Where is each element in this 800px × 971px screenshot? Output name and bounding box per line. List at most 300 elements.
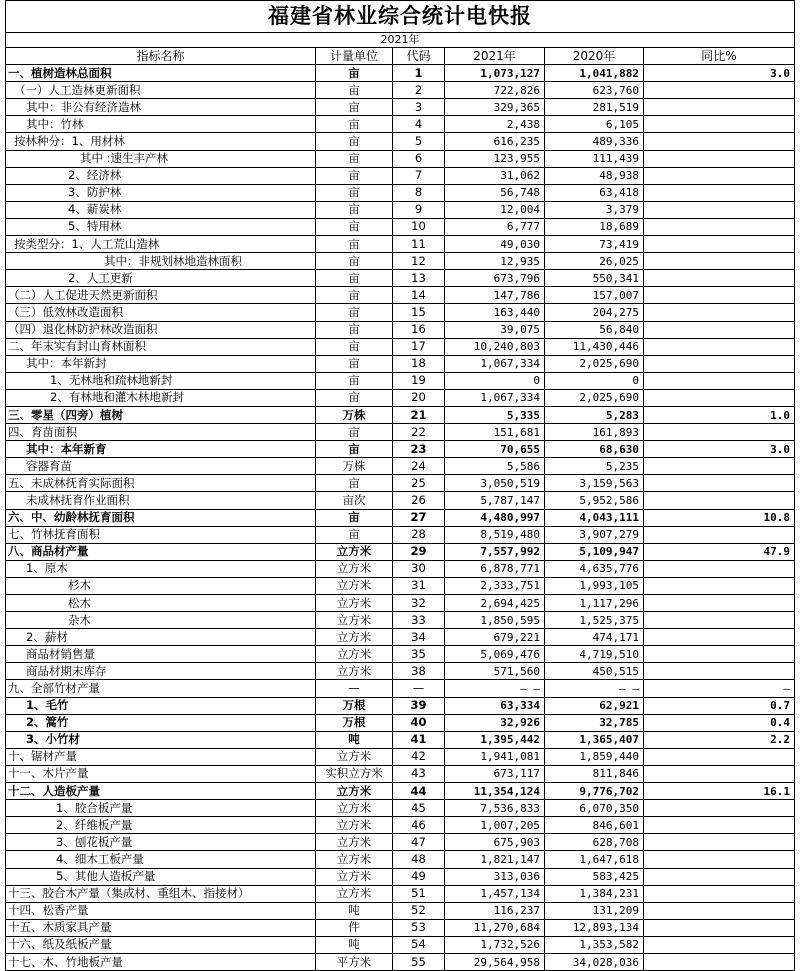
table-row — [6, 492, 795, 509]
table-row — [6, 697, 795, 714]
cell-yoy — [644, 338, 795, 355]
table-row — [6, 851, 795, 868]
cell-yoy: 3.0 — [644, 65, 795, 82]
cell-yoy — [644, 765, 795, 782]
cell-2020: — — — [545, 680, 644, 697]
cell-2020: 111,439 — [545, 150, 644, 167]
cell-unit: 亩 — [316, 201, 393, 218]
table-row — [6, 441, 795, 458]
cell-unit: 立方米 — [316, 629, 393, 646]
cell-unit: 立方米 — [316, 560, 393, 577]
cell-2021: 7,557,992 — [445, 543, 545, 560]
cell-indicator-name: 九、全部竹材产量 — [6, 680, 316, 697]
table-row — [6, 372, 795, 389]
cell-indicator-name: （三）低效林改造面积 — [6, 304, 316, 321]
cell-code: 20 — [393, 389, 445, 406]
cell-indicator-name: 十五、木质家具产量 — [6, 919, 316, 936]
cell-2021: 70,655 — [445, 441, 545, 458]
cell-2020: 4,719,510 — [545, 646, 644, 663]
cell-unit: 件 — [316, 919, 393, 936]
cell-indicator-name: 十、锯材产量 — [6, 748, 316, 765]
cell-yoy: — — [644, 680, 795, 697]
table-row — [6, 577, 795, 594]
cell-indicator-name: 十六、纸及纸板产量 — [6, 936, 316, 953]
cell-yoy — [644, 133, 795, 150]
cell-2020: 32,785 — [545, 714, 644, 731]
cell-2020: 474,171 — [545, 629, 644, 646]
cell-2020: 1,525,375 — [545, 612, 644, 629]
cell-2021: 11,270,684 — [445, 919, 545, 936]
cell-indicator-name: 2、篙竹 — [6, 714, 316, 731]
table-row — [6, 800, 795, 817]
cell-indicator-name: 商品材期末库存 — [6, 663, 316, 680]
cell-2021: 8,519,480 — [445, 526, 545, 543]
cell-code: 52 — [393, 902, 445, 919]
header-unit: 计量单位 — [316, 48, 393, 65]
cell-indicator-name: 八、商品材产量 — [6, 543, 316, 560]
cell-code: 40 — [393, 714, 445, 731]
cell-yoy — [644, 953, 795, 970]
cell-indicator-name: 3、防护林 — [6, 184, 316, 201]
cell-2020: 48,938 — [545, 167, 644, 184]
cell-2021: 1,073,127 — [445, 65, 545, 82]
cell-indicator-name: 三、零星（四旁）植树 — [6, 406, 316, 423]
cell-2020: 846,601 — [545, 817, 644, 834]
cell-indicator-name: 1、原木 — [6, 560, 316, 577]
cell-2021: 163,440 — [445, 304, 545, 321]
cell-code: 48 — [393, 851, 445, 868]
cell-indicator-name: 十三、胶合木产量（集成材、重组木、指接材） — [6, 885, 316, 902]
cell-indicator-name: 1、胶合板产量 — [6, 800, 316, 817]
table-row — [6, 424, 795, 441]
cell-yoy — [644, 304, 795, 321]
table-row — [6, 116, 795, 133]
cell-2020: 5,235 — [545, 458, 644, 475]
cell-code: 27 — [393, 509, 445, 526]
cell-2021: 1,457,134 — [445, 885, 545, 902]
cell-indicator-name: 十一、木片产量 — [6, 765, 316, 782]
cell-unit: 立方米 — [316, 885, 393, 902]
cell-2020: 450,515 — [545, 663, 644, 680]
cell-unit: 亩 — [316, 355, 393, 372]
cell-2021: 6,777 — [445, 218, 545, 235]
cell-indicator-name: 1、无林地和疏林地新封 — [6, 372, 316, 389]
cell-indicator-name: 4、细木工板产量 — [6, 851, 316, 868]
table-row — [6, 953, 795, 970]
cell-indicator-name: 其中 :速生丰产林 — [6, 150, 316, 167]
cell-yoy — [644, 184, 795, 201]
cell-code: 13 — [393, 270, 445, 287]
cell-2020: 3,907,279 — [545, 526, 644, 543]
cell-2021: 39,075 — [445, 321, 545, 338]
cell-2021: 0 — [445, 372, 545, 389]
cell-yoy — [644, 629, 795, 646]
table-row — [6, 885, 795, 902]
cell-2021: 3,050,519 — [445, 475, 545, 492]
cell-2021: 313,036 — [445, 868, 545, 885]
cell-yoy — [644, 389, 795, 406]
cell-unit: 立方米 — [316, 834, 393, 851]
cell-yoy — [644, 492, 795, 509]
cell-2021: 12,935 — [445, 253, 545, 270]
cell-indicator-name: 1、毛竹 — [6, 697, 316, 714]
cell-2020: 18,689 — [545, 218, 644, 235]
cell-2020: 6,070,350 — [545, 800, 644, 817]
cell-2020: 1,117,296 — [545, 595, 644, 612]
cell-indicator-name: 二、年末实有封山育林面积 — [6, 338, 316, 355]
cell-code: 8 — [393, 184, 445, 201]
cell-2020: 1,993,105 — [545, 577, 644, 594]
cell-yoy: 1.0 — [644, 406, 795, 423]
cell-indicator-name: 按类型分：1、人工荒山造林 — [6, 236, 316, 253]
cell-code: 6 — [393, 150, 445, 167]
table-row — [6, 338, 795, 355]
cell-2021: 571,560 — [445, 663, 545, 680]
cell-code: 31 — [393, 577, 445, 594]
cell-2021: 5,787,147 — [445, 492, 545, 509]
table-row — [6, 817, 795, 834]
cell-unit: 立方米 — [316, 646, 393, 663]
cell-yoy — [644, 885, 795, 902]
cell-unit: 立方米 — [316, 543, 393, 560]
header-2020: 2020年 — [545, 48, 644, 65]
table-row — [6, 783, 795, 800]
table-row — [6, 868, 795, 885]
cell-2020: 6,105 — [545, 116, 644, 133]
cell-yoy — [644, 424, 795, 441]
cell-2021: 10,240,803 — [445, 338, 545, 355]
cell-2020: 5,283 — [545, 406, 644, 423]
cell-indicator-name: 其中：竹林 — [6, 116, 316, 133]
cell-2021: 6,878,771 — [445, 560, 545, 577]
cell-indicator-name: 四、育苗面积 — [6, 424, 316, 441]
cell-2021: 2,694,425 — [445, 595, 545, 612]
cell-2021: 49,030 — [445, 236, 545, 253]
cell-unit: 吨 — [316, 731, 393, 748]
cell-code: 43 — [393, 765, 445, 782]
cell-indicator-name: 2、薪材 — [6, 629, 316, 646]
table-row — [6, 150, 795, 167]
cell-2020: 12,893,134 — [545, 919, 644, 936]
table-row — [6, 663, 795, 680]
cell-yoy: 2.2 — [644, 731, 795, 748]
cell-indicator-name: 其中：本年新育 — [6, 441, 316, 458]
cell-2020: 2,025,690 — [545, 355, 644, 372]
cell-yoy — [644, 253, 795, 270]
table-row — [6, 99, 795, 116]
cell-unit: 平方米 — [316, 953, 393, 970]
cell-2021: 5,586 — [445, 458, 545, 475]
cell-indicator-name: 5、特用林 — [6, 218, 316, 235]
cell-2021: 147,786 — [445, 287, 545, 304]
cell-yoy — [644, 851, 795, 868]
cell-indicator-name: 其中：非规划林地造林面积 — [6, 253, 316, 270]
cell-2021: 56,748 — [445, 184, 545, 201]
cell-unit: 立方米 — [316, 851, 393, 868]
cell-2021: 1,067,334 — [445, 389, 545, 406]
stats-table — [5, 47, 795, 971]
cell-code: 29 — [393, 543, 445, 560]
cell-unit: 立方米 — [316, 817, 393, 834]
table-row — [6, 184, 795, 201]
cell-yoy — [644, 287, 795, 304]
cell-2021: 32,926 — [445, 714, 545, 731]
cell-indicator-name: 5、其他人造板产量 — [6, 868, 316, 885]
table-row — [6, 560, 795, 577]
cell-code: 22 — [393, 424, 445, 441]
cell-unit: 亩 — [316, 236, 393, 253]
cell-yoy — [644, 800, 795, 817]
cell-yoy — [644, 458, 795, 475]
cell-2021: 1,395,442 — [445, 731, 545, 748]
cell-indicator-name: 2、经济林 — [6, 167, 316, 184]
cell-2021: 116,237 — [445, 902, 545, 919]
cell-indicator-name: 其中：本年新封 — [6, 355, 316, 372]
table-row — [6, 253, 795, 270]
cell-code: 25 — [393, 475, 445, 492]
cell-2021: 329,365 — [445, 99, 545, 116]
cell-code: 44 — [393, 783, 445, 800]
cell-2020: 11,430,446 — [545, 338, 644, 355]
cell-indicator-name: 容器育苗 — [6, 458, 316, 475]
table-row — [6, 304, 795, 321]
cell-2020: 583,425 — [545, 868, 644, 885]
cell-yoy — [644, 868, 795, 885]
cell-2021: 2,438 — [445, 116, 545, 133]
cell-yoy: 0.7 — [644, 697, 795, 714]
cell-2021: 673,796 — [445, 270, 545, 287]
cell-code: 39 — [393, 697, 445, 714]
table-row — [6, 475, 795, 492]
cell-2020: 489,336 — [545, 133, 644, 150]
cell-code: 42 — [393, 748, 445, 765]
cell-2020: 5,109,947 — [545, 543, 644, 560]
cell-unit: 立方米 — [316, 748, 393, 765]
cell-indicator-name: 杉木 — [6, 577, 316, 594]
table-row — [6, 748, 795, 765]
cell-unit: 立方米 — [316, 577, 393, 594]
cell-2020: 9,776,702 — [545, 783, 644, 800]
cell-code: 1 — [393, 65, 445, 82]
cell-yoy — [644, 475, 795, 492]
cell-unit: 立方米 — [316, 612, 393, 629]
cell-2020: 628,708 — [545, 834, 644, 851]
cell-yoy — [644, 919, 795, 936]
cell-unit: 亩 — [316, 338, 393, 355]
cell-yoy — [644, 321, 795, 338]
cell-code: 24 — [393, 458, 445, 475]
cell-code: 21 — [393, 406, 445, 423]
cell-2020: 73,419 — [545, 236, 644, 253]
table-row — [6, 218, 795, 235]
cell-code: 10 — [393, 218, 445, 235]
cell-2021: 679,221 — [445, 629, 545, 646]
cell-2020: 1,859,440 — [545, 748, 644, 765]
cell-code: 17 — [393, 338, 445, 355]
cell-2020: 26,025 — [545, 253, 644, 270]
cell-unit: 亩 — [316, 150, 393, 167]
cell-code: 49 — [393, 868, 445, 885]
cell-code: 19 — [393, 372, 445, 389]
table-row — [6, 201, 795, 218]
cell-yoy — [644, 817, 795, 834]
table-row — [6, 902, 795, 919]
table-row — [6, 458, 795, 475]
cell-unit: 亩 — [316, 133, 393, 150]
cell-unit: 亩 — [316, 304, 393, 321]
cell-2020: 4,043,111 — [545, 509, 644, 526]
cell-code: 18 — [393, 355, 445, 372]
cell-unit: 亩 — [316, 167, 393, 184]
cell-unit: 立方米 — [316, 868, 393, 885]
cell-indicator-name: 十二、人造板产量 — [6, 783, 316, 800]
table-row — [6, 509, 795, 526]
cell-2020: 1,353,582 — [545, 936, 644, 953]
cell-indicator-name: 4、薪炭林 — [6, 201, 316, 218]
cell-2020: 3,159,563 — [545, 475, 644, 492]
cell-code: 7 — [393, 167, 445, 184]
cell-2020: 2,025,690 — [545, 389, 644, 406]
cell-unit: 立方米 — [316, 783, 393, 800]
cell-2020: 811,846 — [545, 765, 644, 782]
cell-yoy — [644, 612, 795, 629]
cell-yoy: 16.1 — [644, 783, 795, 800]
cell-unit: 亩 — [316, 389, 393, 406]
cell-code: 51 — [393, 885, 445, 902]
cell-indicator-name: 2、纤维板产量 — [6, 817, 316, 834]
cell-code: 26 — [393, 492, 445, 509]
cell-indicator-name: （四）退化林防护林改造面积 — [6, 321, 316, 338]
cell-indicator-name: 2、有林地和灌木林地新封 — [6, 389, 316, 406]
cell-unit: 亩 — [316, 424, 393, 441]
table-row — [6, 270, 795, 287]
header-yoy: 同比% — [644, 48, 795, 65]
header-indicator-name: 指标名称 — [6, 48, 316, 65]
cell-indicator-name: 松木 — [6, 595, 316, 612]
cell-unit: 亩 — [316, 116, 393, 133]
cell-2020: 4,635,776 — [545, 560, 644, 577]
cell-2020: 623,760 — [545, 82, 644, 99]
cell-yoy: 47.9 — [644, 543, 795, 560]
cell-yoy — [644, 270, 795, 287]
cell-unit: 万根 — [316, 697, 393, 714]
cell-2021: 5,069,476 — [445, 646, 545, 663]
table-row — [6, 714, 795, 731]
cell-code: 4 — [393, 116, 445, 133]
cell-code: 38 — [393, 663, 445, 680]
cell-2021: 29,564,958 — [445, 953, 545, 970]
cell-unit: 亩 — [316, 509, 393, 526]
table-row — [6, 680, 795, 697]
cell-yoy — [644, 646, 795, 663]
cell-unit: 亩 — [316, 65, 393, 82]
cell-yoy: 10.8 — [644, 509, 795, 526]
cell-yoy — [644, 560, 795, 577]
cell-2021: 673,117 — [445, 765, 545, 782]
cell-yoy — [644, 526, 795, 543]
cell-2021: 12,004 — [445, 201, 545, 218]
table-row — [6, 936, 795, 953]
table-row — [6, 834, 795, 851]
cell-yoy — [644, 116, 795, 133]
cell-unit: 亩次 — [316, 492, 393, 509]
cell-2021: 7,536,833 — [445, 800, 545, 817]
cell-2020: 131,209 — [545, 902, 644, 919]
cell-code: 2 — [393, 82, 445, 99]
cell-unit: 万根 — [316, 714, 393, 731]
cell-2020: 3,379 — [545, 201, 644, 218]
table-row — [6, 355, 795, 372]
table-row — [6, 167, 795, 184]
cell-2021: 11,354,124 — [445, 783, 545, 800]
cell-unit: 亩 — [316, 321, 393, 338]
cell-yoy — [644, 99, 795, 116]
cell-unit: 亩 — [316, 253, 393, 270]
table-row — [6, 543, 795, 560]
table-body — [6, 65, 795, 971]
cell-code: 23 — [393, 441, 445, 458]
cell-2020: 204,275 — [545, 304, 644, 321]
cell-unit: 亩 — [316, 270, 393, 287]
cell-2021: 31,062 — [445, 167, 545, 184]
table-row — [6, 406, 795, 423]
table-row — [6, 765, 795, 782]
cell-code: 47 — [393, 834, 445, 851]
cell-2021: 4,480,997 — [445, 509, 545, 526]
table-row — [6, 612, 795, 629]
cell-indicator-name: （一）人工造林更新面积 — [6, 82, 316, 99]
cell-indicator-name: 七、竹林抚育面积 — [6, 526, 316, 543]
cell-yoy — [644, 834, 795, 851]
cell-code: 41 — [393, 731, 445, 748]
cell-unit: 亩 — [316, 82, 393, 99]
cell-unit: 万株 — [316, 406, 393, 423]
cell-code: — — [393, 680, 445, 697]
cell-code: 33 — [393, 612, 445, 629]
table-row — [6, 65, 795, 82]
table-row — [6, 919, 795, 936]
cell-code: 30 — [393, 560, 445, 577]
cell-code: 11 — [393, 236, 445, 253]
cell-unit: 吨 — [316, 902, 393, 919]
cell-yoy: 3.0 — [644, 441, 795, 458]
cell-2020: 68,630 — [545, 441, 644, 458]
cell-yoy — [644, 201, 795, 218]
cell-indicator-name: 其中：非公有经济造林 — [6, 99, 316, 116]
header-2021: 2021年 — [445, 48, 545, 65]
spreadsheet — [5, 0, 795, 971]
cell-2021: 5,335 — [445, 406, 545, 423]
cell-2021: 151,681 — [445, 424, 545, 441]
cell-2021: 1,067,334 — [445, 355, 545, 372]
cell-code: 15 — [393, 304, 445, 321]
cell-indicator-name: 十四、松香产量 — [6, 902, 316, 919]
cell-indicator-name: 五、未成林抚育实际面积 — [6, 475, 316, 492]
cell-unit: 亩 — [316, 526, 393, 543]
cell-2021: 1,850,595 — [445, 612, 545, 629]
cell-2020: 62,921 — [545, 697, 644, 714]
cell-2021: 722,826 — [445, 82, 545, 99]
table-row — [6, 731, 795, 748]
cell-code: 53 — [393, 919, 445, 936]
cell-yoy — [644, 663, 795, 680]
page-title: 福建省林业综合统计电快报 — [5, 0, 795, 32]
table-row — [6, 287, 795, 304]
cell-unit: 立方米 — [316, 800, 393, 817]
cell-code: 14 — [393, 287, 445, 304]
cell-2020: 161,893 — [545, 424, 644, 441]
header-row — [6, 48, 795, 65]
